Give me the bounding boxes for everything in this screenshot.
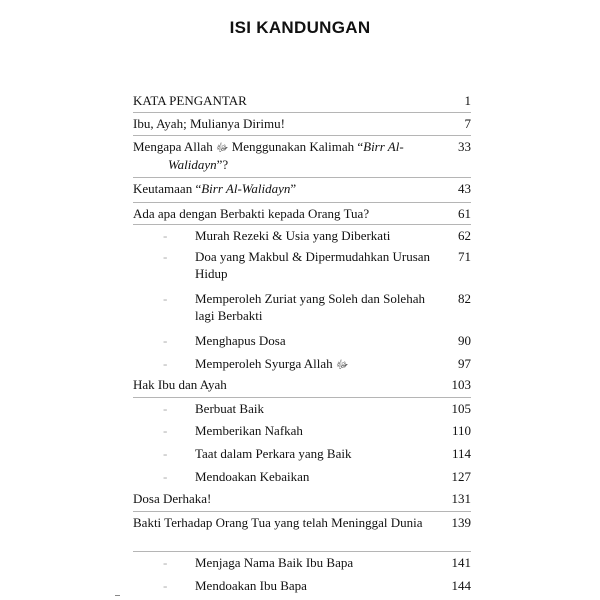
page-title: ISI KANDUNGAN (229, 18, 371, 37)
toc-bullet-dash: - (163, 555, 168, 570)
toc-entry-text: Bakti Terhadap Orang Tua yang telah Meninggal Dunia (133, 515, 423, 530)
table-of-contents (133, 90, 471, 597)
toc-page-number: 90 (458, 333, 471, 348)
toc-entry-title (195, 445, 443, 462)
toc-entry-title (133, 376, 443, 393)
toc-entry-title (195, 332, 443, 349)
toc-entry-text: Berbuat Baik (195, 401, 264, 416)
toc-subentry (133, 443, 471, 466)
toc-bullet-dash: - (163, 291, 168, 306)
toc-page-number: 82 (458, 291, 471, 306)
toc-bullet-dash: - (163, 469, 168, 484)
toc-bullet-dash: - (163, 249, 168, 264)
toc-entry-title (133, 490, 443, 507)
toc-entry (133, 203, 471, 225)
toc-subentry (133, 420, 471, 443)
toc-subentry (133, 552, 471, 575)
toc-entry-text: KATA PENGANTAR (133, 93, 247, 108)
toc-entry-title (133, 205, 443, 222)
toc-page-number: 97 (458, 356, 471, 371)
toc-page-number: 105 (451, 401, 471, 416)
toc-bullet-dash: - (163, 228, 168, 243)
toc-entry-text: Memberikan Nafkah (195, 423, 303, 438)
toc-subentry (133, 225, 471, 246)
toc-page-number: 127 (451, 469, 471, 484)
toc-page-number: 141 (451, 555, 471, 570)
toc-entry-title (133, 92, 443, 109)
toc-entry-title (195, 577, 443, 594)
toc-entry-text: Mendoakan Ibu Bapa (195, 578, 307, 593)
toc-page-number: 139 (451, 515, 471, 530)
toc-bullet-dash: - (163, 401, 168, 416)
toc-bullet-dash: - (163, 333, 168, 348)
toc-entry (133, 488, 471, 512)
toc-entry-text: Birr Al-Walidayn (201, 181, 291, 196)
toc-page-number: 61 (458, 206, 471, 221)
toc-bullet-dash: - (163, 446, 168, 461)
toc-entry-title (195, 554, 443, 571)
toc-entry (133, 90, 471, 113)
toc-entry-text: Menjaga Nama Baik Ibu Bapa (195, 555, 354, 570)
toc-page-number: 144 (451, 578, 471, 593)
toc-page-number: 62 (458, 228, 471, 243)
toc-page-number: 131 (451, 491, 471, 506)
toc-subentry (133, 246, 471, 288)
toc-entry-text: Taat dalam Perkara yang Baik (195, 446, 352, 461)
toc-entry-title (195, 248, 443, 282)
honorific-glyph: ﷻ (335, 358, 349, 371)
toc-entry-text: Ibu, Ayah; Mulianya Dirimu! (133, 116, 285, 131)
toc-entry (133, 512, 471, 552)
toc-entry-title (195, 400, 443, 417)
toc-bullet-dash: - (163, 578, 168, 593)
toc-entry-text: Dosa Derhaka! (133, 491, 212, 506)
toc-entry-text: Menggunakan Kalimah “ (228, 139, 364, 154)
toc-entry-text: Hak Ibu dan Ayah (133, 377, 227, 392)
toc-page-number: 103 (451, 377, 471, 392)
toc-entry-text: Memperoleh Zuriat yang Soleh dan Solehah lagi Berbakti (195, 291, 425, 323)
toc-entry-text: Menghapus Dosa (195, 333, 286, 348)
toc-entry-title (133, 514, 443, 531)
toc-entry-text: Memperoleh Syurga Allah (195, 356, 336, 371)
toc-entry-title (195, 355, 443, 373)
toc-entry-title (195, 290, 443, 324)
toc-entry-title (133, 138, 443, 173)
toc-subentry (133, 575, 471, 597)
toc-entry-text: Keutamaan “ (133, 181, 202, 196)
toc-entry-title (133, 180, 443, 197)
toc-page-number: 1 (464, 93, 471, 108)
toc-entry-text: Doa yang Makbul & Dipermudahkan Urusan Hidup (195, 249, 431, 281)
toc-entry-text: Birr Al-Walidayn (168, 139, 404, 172)
toc-page-number: 33 (458, 139, 471, 154)
toc-page-number: 114 (451, 446, 471, 461)
toc-entry (133, 178, 471, 203)
toc-entry-text: Murah Rezeki & Usia yang Diberkati (195, 228, 391, 243)
toc-bullet-dash: - (163, 356, 168, 371)
page-edge-mark (115, 595, 120, 596)
toc-entry-title (195, 468, 443, 485)
toc-entry-text: ” (290, 181, 297, 196)
toc-entry-text: ”? (216, 157, 229, 172)
honorific-glyph: ﷻ (216, 141, 229, 154)
toc-page-number: 110 (451, 423, 471, 438)
toc-entry-title (195, 422, 443, 439)
toc-subentry (133, 466, 471, 488)
toc-entry-text: Mendoakan Kebaikan (195, 469, 310, 484)
toc-subentry (133, 288, 471, 330)
toc-entry (133, 113, 471, 136)
toc-entry (133, 136, 471, 178)
toc-subentry (133, 330, 471, 353)
toc-entry-title (195, 227, 443, 244)
toc-page-number: 43 (458, 181, 471, 196)
toc-bullet-dash: - (163, 423, 168, 438)
toc-entry (133, 374, 471, 398)
toc-entry-title (133, 115, 443, 132)
toc-page-number: 7 (464, 116, 471, 131)
toc-page-number: 71 (458, 249, 471, 264)
toc-entry-text: Ada apa dengan Berbakti kepada Orang Tua? (133, 206, 370, 221)
toc-subentry (133, 353, 471, 374)
toc-entry-text: Mengapa Allah (133, 139, 217, 154)
toc-subentry (133, 398, 471, 420)
